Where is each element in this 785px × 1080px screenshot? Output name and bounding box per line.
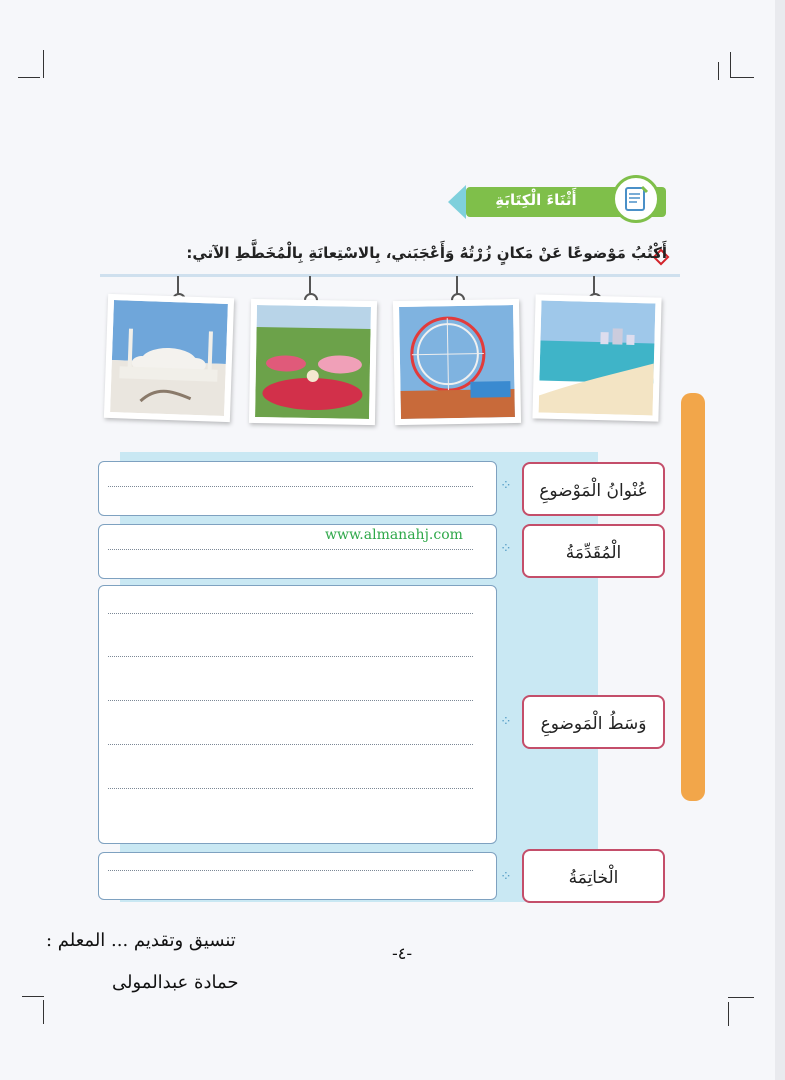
crop-mark (730, 77, 754, 78)
row-label-introduction: الْمُقَدِّمَةُ (522, 524, 665, 578)
page-edge (775, 0, 785, 1080)
writing-line (108, 656, 473, 657)
crop-mark (718, 62, 719, 80)
writing-line (108, 870, 473, 871)
row-label-conclusion: الْخاتِمَةُ (522, 849, 665, 903)
title-answer-box[interactable] (98, 461, 497, 516)
mosque-photo (104, 294, 234, 422)
beach-photo (532, 294, 661, 421)
connector-dots-icon: ⁘ (500, 541, 512, 557)
writing-line (108, 788, 473, 789)
writing-line (108, 744, 473, 745)
connector-dots-icon: ⁘ (500, 478, 512, 494)
crop-mark (728, 997, 754, 998)
handwritten-teacher-name: حمادة عبدالمولى (112, 972, 239, 993)
writing-line (108, 613, 473, 614)
writing-pad-icon (612, 175, 660, 223)
row-label-title: عُنْوانُ الْمَوْضوعِ (522, 462, 665, 516)
crop-mark (728, 1002, 729, 1026)
writing-line (108, 700, 473, 701)
crop-mark (22, 996, 44, 997)
connector-dots-icon: ⁘ (500, 714, 512, 730)
handwritten-credit-line: تنسيق وتقديم ... المعلم : (46, 930, 236, 951)
ferris-wheel-photo (393, 299, 521, 425)
crop-mark (43, 1000, 44, 1024)
body-answer-box[interactable] (98, 585, 497, 844)
instruction-text: أَكْتُبُ مَوْضوعًا عَنْ مَكانٍ زُرْتُهُ وَأَعْجَبَني، بِالاسْتِعانَةِ بِالْمُخَطَّطِ الآتي: (186, 244, 667, 262)
crop-mark (18, 77, 40, 78)
conclusion-answer-box[interactable] (98, 852, 497, 900)
writing-line (108, 549, 473, 550)
header-title: أَثْنَاءَ الْكِتَابَةِ (495, 191, 577, 209)
page-number: -٤- (392, 944, 413, 963)
garden-photo (249, 299, 377, 425)
crop-mark (730, 52, 731, 78)
section-header (448, 183, 668, 221)
header-arrow (448, 185, 466, 219)
connector-dots-icon: ⁘ (500, 869, 512, 885)
row-label-body: وَسَطُ الْمَوضوعِ (522, 695, 665, 749)
crop-mark (43, 50, 44, 78)
side-accent-bar (681, 393, 705, 801)
writing-line (108, 486, 473, 487)
watermark-url: www.almanahj.com (325, 527, 463, 543)
